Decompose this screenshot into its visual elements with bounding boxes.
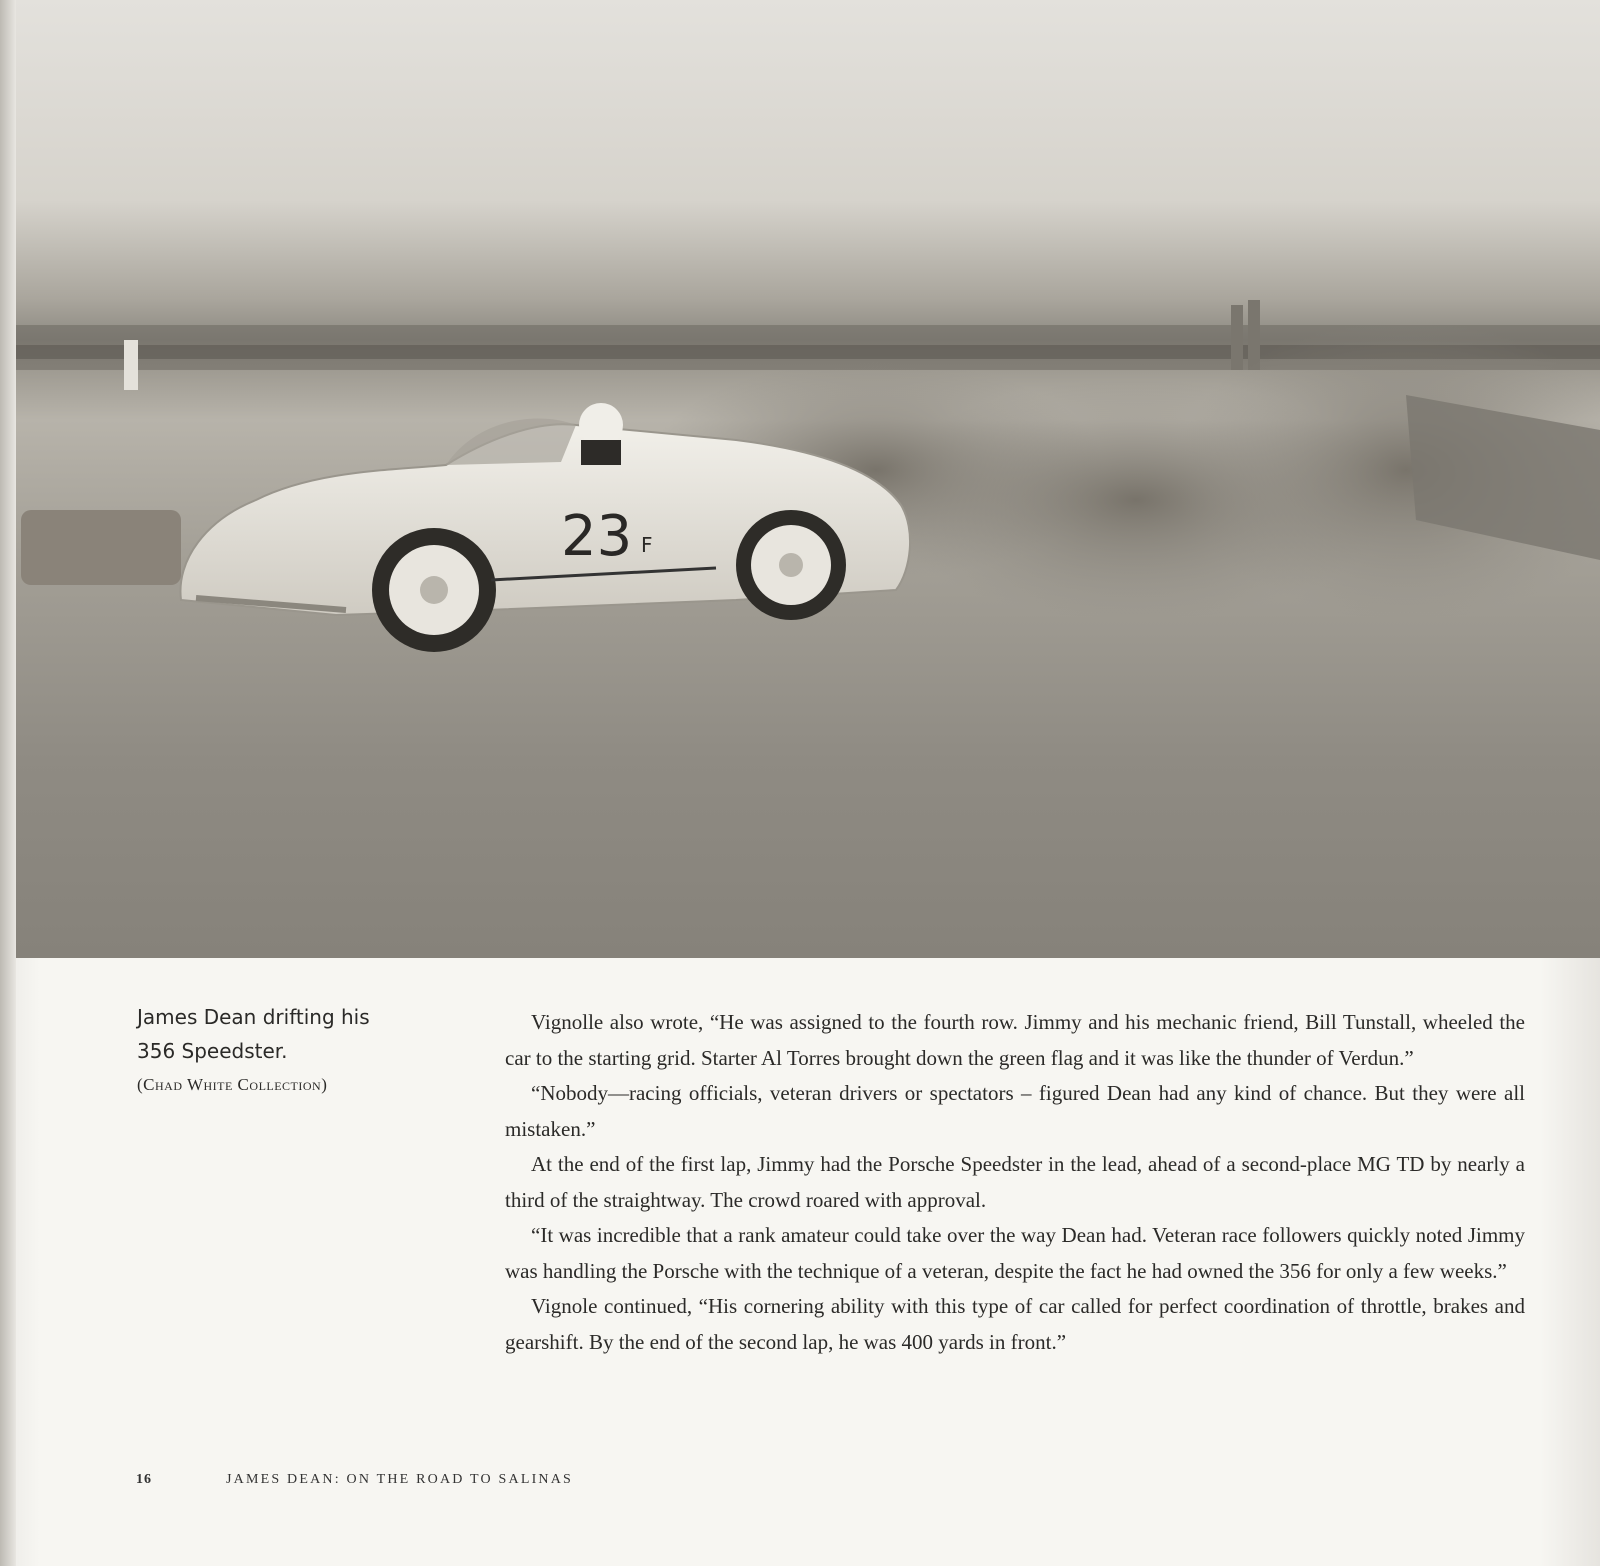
race-photograph [16, 0, 1600, 958]
hay-bale [21, 510, 181, 585]
caption-line-1: James Dean drifting his [137, 1005, 370, 1029]
page-number: 16 [136, 1472, 152, 1487]
running-head: JAMES DEAN: ON THE ROAD TO SALINAS [226, 1472, 574, 1487]
car-class: F [641, 533, 653, 557]
photo-caption [137, 1000, 437, 1100]
paragraph: At the end of the first lap, Jimmy had the Porsche Speedster in the lead, ahead of a second-place MG TD by nearly a third of the straightway. The crowd roared with approval. [505, 1152, 1525, 1212]
body-text [505, 1005, 1525, 1360]
paragraph: Vignole continued, “His cornering ability with this type of car called for perfect coordination of throttle, brakes and gearshift. By the end of the second lap, he was 400 yards in front.” [505, 1294, 1525, 1354]
paragraph: “It was incredible that a rank amateur could take over the way Dean had. Veteran race followers quickly noted Jimmy was handling the Porsche with the technique of a veteran, despite the fact he had owned the 356 for only a few weeks.” [505, 1223, 1525, 1283]
paragraph: “Nobody—racing officials, veteran drivers or spectators – figured Dean had any kind of chance. But they were all mistaken.” [505, 1081, 1525, 1141]
caption-line-2: 356 Speedster. [137, 1039, 288, 1063]
car-number: 23 [561, 504, 633, 569]
book-binding [0, 0, 16, 1566]
paragraph: Vignolle also wrote, “He was assigned to the fourth row. Jimmy and his mechanic friend, Bill Tunstall, wheeled the car to the starting grid. Starter Al Torres brought down the green flag and it was like the thunder of Verdun.” [505, 1010, 1525, 1070]
race-photo-drawing [16, 0, 1600, 958]
photo-credit: (Chad White Collection) [137, 1075, 328, 1094]
spectator-figure [124, 340, 138, 390]
